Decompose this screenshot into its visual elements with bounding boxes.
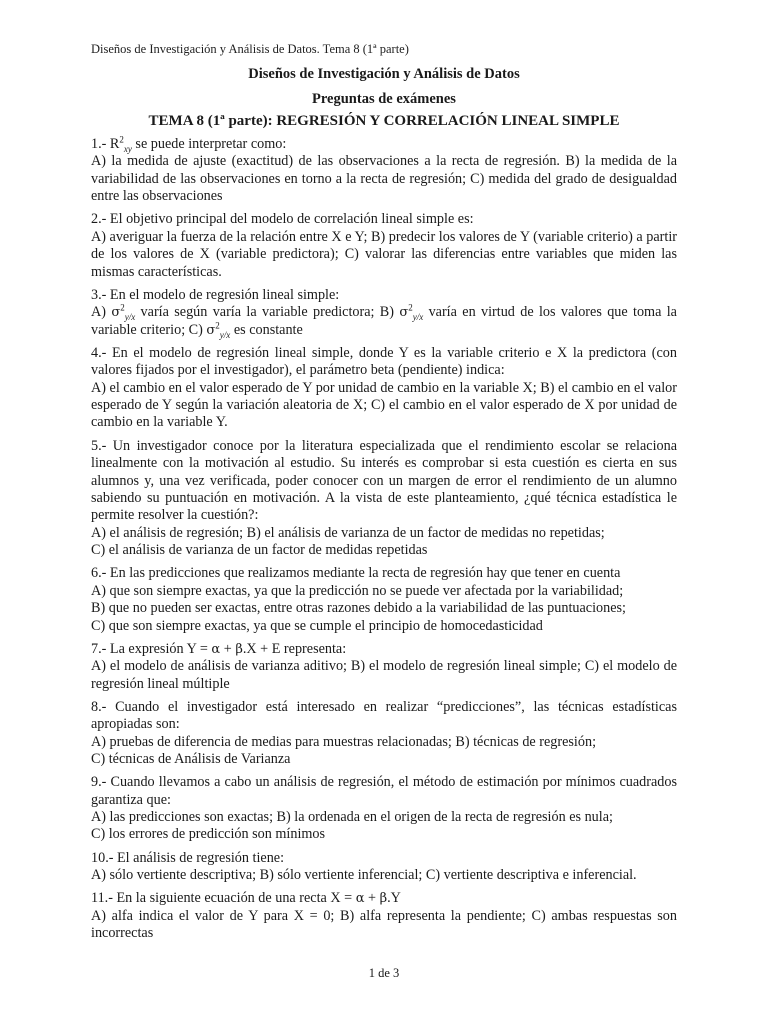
question-stem: 6.- En las predicciones que realizamos mediante la recta de regresión hay que tener en cuenta xyxy=(91,565,621,582)
question-options: A) sólo vertiente descriptiva; B) sólo vertiente inferencial; C) vertiente descriptiva e inferencial. xyxy=(91,867,637,884)
question-options: A) la medida de ajuste (exactitud) de las observaciones a la recta de regresión. B) la medida de la variabilidad de las observaciones en torno a la recta de regresión; C) medida del grado de desigualdad entre las observaciones xyxy=(91,153,677,205)
question-3 xyxy=(91,287,677,339)
question-stem: 4.- En el modelo de regresión lineal simple, donde Y es la variable criterio e X la predictora (con valores fijados por el investigador), el parámetro beta (pendiente) indica: xyxy=(91,344,677,379)
question-options: A) el modelo de análisis de varianza aditivo; B) el modelo de regresión lineal simple; C) el modelo de regresión lineal múltiple xyxy=(91,658,677,692)
question-option-b: B) que no pueden ser exactas, entre otras razones debido a la variabilidad de las puntuaciones; xyxy=(91,600,626,617)
question-options: A) alfa indica el valor de Y para X = 0; B) alfa representa la pendiente; C) ambas respuestas son incorrectas xyxy=(91,907,677,942)
question-2 xyxy=(91,211,677,281)
question-option-c: C) que son siempre exactas, ya que se cumple el principio de homocedasticidad xyxy=(91,617,543,634)
section-title: TEMA 8 (1ª parte): REGRESIÓN Y CORRELACIÓN LINEAL SIMPLE xyxy=(148,113,620,129)
question-options: A) el análisis de regresión; B) el análisis de varianza de un factor de medidas no repetidas; xyxy=(91,524,605,541)
question-option-a: A) que son siempre exactas, ya que la predicción no se puede ver afectada por la variabilidad; xyxy=(91,582,624,599)
question-options: A) $\sigma^2_{y/x}$ varía según varía la variable predictora; B) $\sigma^2_{y/x}$ varía en virtud de los valores que toma la variable criterio; C) $\sigma^2_{y/x}$ es constante xyxy=(91,302,677,340)
question-8 xyxy=(91,699,677,769)
question-stem: 9.- Cuando llevamos a cabo un análisis de regresión, el método de estimación por mínimos cuadrados garantiza que: xyxy=(91,774,677,808)
question-stem: 7.- La expresión Y = α + β.X + E representa: xyxy=(91,640,347,657)
question-stem: 2.- El objetivo principal del modelo de correlación lineal simple es: xyxy=(91,211,474,228)
page-number: 1 de 3 xyxy=(368,966,400,980)
question-1 xyxy=(91,136,677,206)
question-options: A) el cambio en el valor esperado de Y por unidad de cambio en la variable X; B) el cambio en el valor esperado de Y según la variación aleatoria de X; C) el cambio en el valor esperado de X por unidad de cambio en la variable Y. xyxy=(91,379,677,431)
running-header: Diseños de Investigación y Análisis de Datos. Tema 8 (1ª parte) xyxy=(91,42,409,56)
question-stem: 3.- En el modelo de regresión lineal simple: xyxy=(91,286,340,303)
document-title: Diseños de Investigación y Análisis de Datos xyxy=(248,66,520,82)
question-stem: 5.- Un investigador conoce por la literatura especializada que el rendimiento escolar se relaciona linealmente con la motivación al estudio. Su interés es comprobar si esta cuestión es cierta en sus alumnos y, una vez verificada, poder conocer con un margen de error el rendimiento de un alumno sabiendo su puntuación en motivación. A la vista de este planteamiento, ¿qué técnica estadística le permite resolver la cuestión?: xyxy=(91,437,677,524)
question-stem: 1.- $R^2_{xy}$ se puede interpretar como: xyxy=(91,134,287,154)
question-options: C) técnicas de Análisis de Varianza xyxy=(91,750,291,767)
question-11 xyxy=(91,890,677,942)
question-stem: 11.- En la siguiente ecuación de una recta X = α + β.Y xyxy=(91,890,401,907)
question-7 xyxy=(91,641,677,693)
question-options: A) pruebas de diferencia de medias para muestras relacionadas; B) técnicas de regresión; xyxy=(91,733,597,750)
question-options: C) el análisis de varianza de un factor de medidas repetidas xyxy=(91,542,428,559)
question-options: A) averiguar la fuerza de la relación entre X e Y; B) predecir los valores de Y (variable criterio) a partir de los valores de X (variable predictora); C) valorar las diferencias entre variables que miden las mismas características. xyxy=(91,228,677,280)
document-subtitle: Preguntas de exámenes xyxy=(312,91,456,107)
question-options: C) los errores de predicción son mínimos xyxy=(91,826,326,843)
question-9 xyxy=(91,774,677,844)
question-stem: 8.- Cuando el investigador está interesado en realizar “predicciones”, las técnicas estadísticas apropiadas son: xyxy=(91,698,677,733)
question-list xyxy=(91,136,677,948)
question-6 xyxy=(91,565,677,635)
question-stem: 10.- El análisis de regresión tiene: xyxy=(91,849,285,866)
question-10 xyxy=(91,850,677,885)
question-4 xyxy=(91,345,677,432)
question-options: A) las predicciones son exactas; B) la ordenada en el origen de la recta de regresión es nula; xyxy=(91,809,613,825)
question-5 xyxy=(91,438,677,560)
